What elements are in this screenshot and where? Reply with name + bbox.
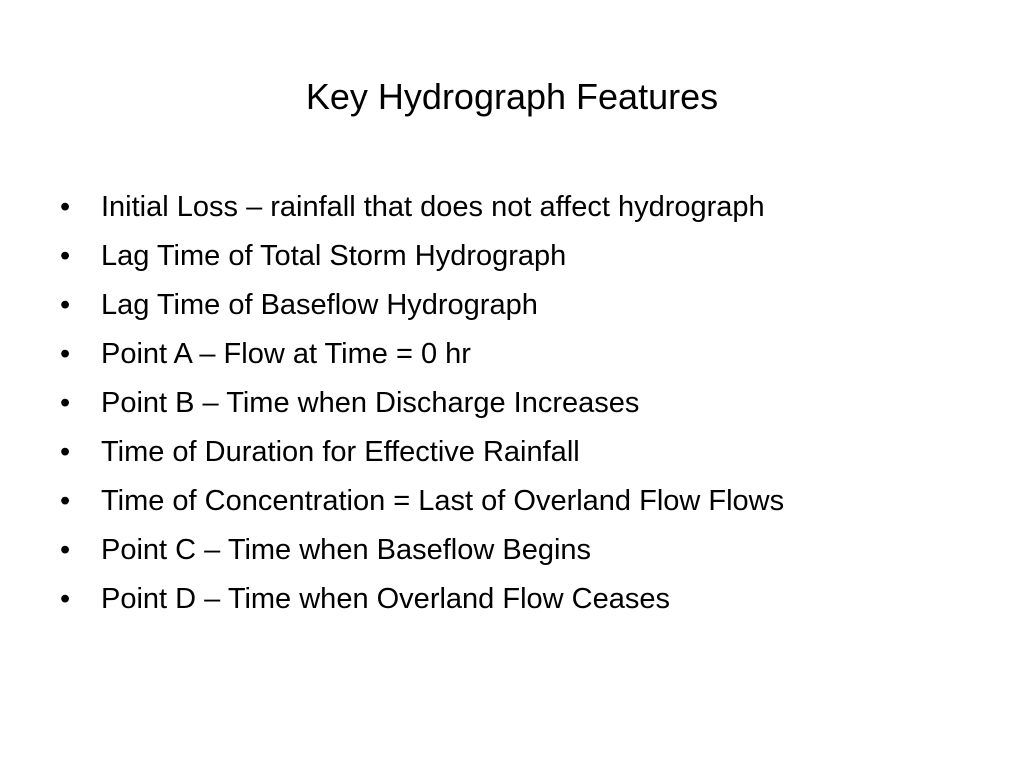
bullet-text: Time of Concentration = Last of Overland Flow Flows [101,485,785,517]
bullet-text: Point B – Time when Discharge Increases [101,387,640,419]
bullet-text: Point C – Time when Baseflow Begins [101,534,592,566]
list-item [60,526,1000,575]
bullet-text: Point A – Flow at Time = 0 hr [101,338,471,370]
bullet-icon: • [60,436,71,468]
list-item [60,183,1000,232]
bullet-text: Time of Duration for Effective Rainfall [101,436,580,468]
bullet-icon: • [60,534,71,566]
list-item [60,330,1000,379]
bullet-text: Lag Time of Baseflow Hydrograph [101,289,538,321]
bullet-icon: • [60,485,71,517]
bullet-text: Initial Loss – rainfall that does not affect hydrograph [101,191,765,223]
list-item [60,428,1000,477]
bullet-list [60,183,1000,624]
list-item [60,575,1000,624]
list-item [60,477,1000,526]
bullet-icon: • [60,191,71,223]
bullet-text: Point D – Time when Overland Flow Ceases [101,583,670,615]
bullet-icon: • [60,338,71,370]
bullet-text: Lag Time of Total Storm Hydrograph [101,240,567,272]
list-item [60,281,1000,330]
list-item [60,232,1000,281]
bullet-icon: • [60,240,71,272]
list-item [60,379,1000,428]
slide-title: Key Hydrograph Features [305,76,719,117]
bullet-icon: • [60,387,71,419]
bullet-icon: • [60,583,71,615]
bullet-icon: • [60,289,71,321]
